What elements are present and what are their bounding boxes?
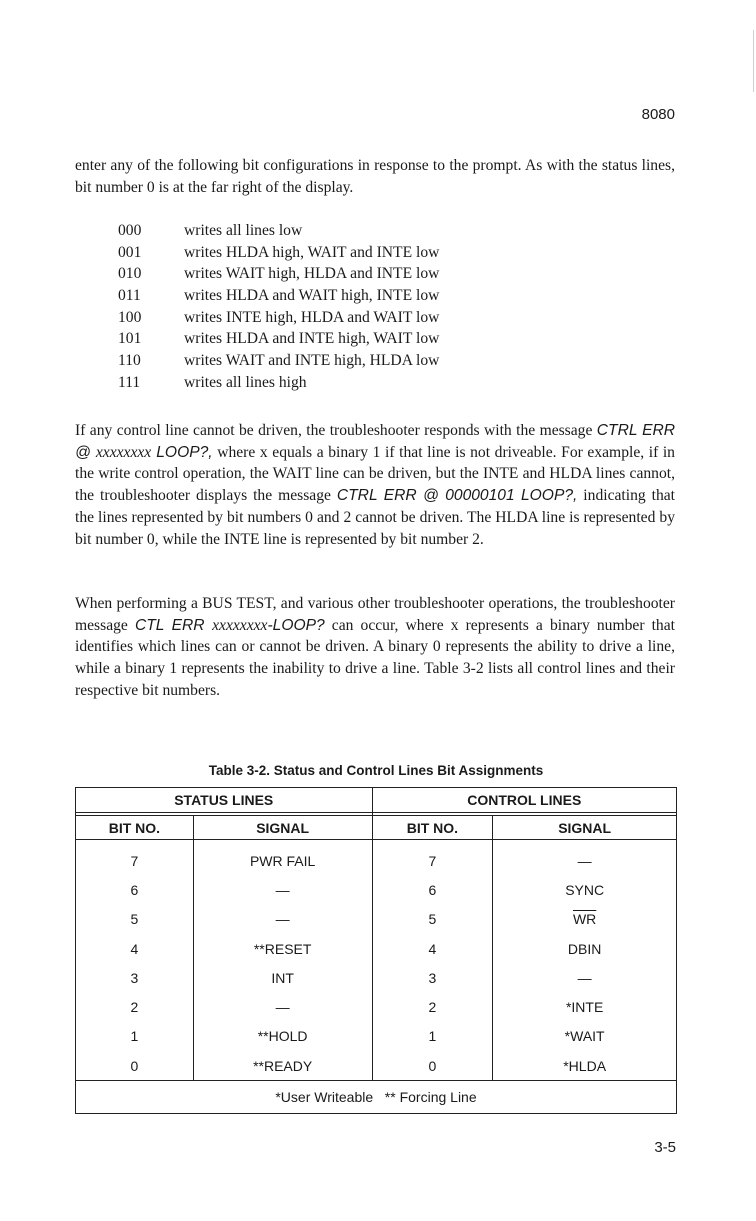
bit-assignments-table xyxy=(75,787,677,1114)
page-number: 3-5 xyxy=(654,1139,676,1156)
list-item xyxy=(118,350,439,372)
table-cell: *WAIT xyxy=(493,1022,677,1051)
table-cell: DBIN xyxy=(493,934,677,963)
bit-description: writes WAIT high, HLDA and INTE low xyxy=(184,265,440,283)
table-cell: 7 xyxy=(76,840,194,876)
paragraph-text: If any control line cannot be driven, the troubleshooter responds with the message xyxy=(75,422,597,439)
list-item xyxy=(118,220,439,242)
table-cell: SYNC xyxy=(493,875,677,904)
column-header: SIGNAL xyxy=(193,816,372,840)
page-edge-mark xyxy=(753,30,754,92)
table-cell: **READY xyxy=(193,1051,372,1081)
table-cell: — xyxy=(193,992,372,1021)
table-row xyxy=(76,840,677,876)
list-item xyxy=(118,372,439,394)
bit-code: 000 xyxy=(118,222,142,239)
list-item xyxy=(118,328,439,350)
bit-description: writes HLDA high, WAIT and INTE low xyxy=(184,243,440,261)
bit-description: writes all lines high xyxy=(184,373,307,391)
table-footnote-row xyxy=(76,1081,677,1114)
column-header: BIT NO. xyxy=(372,816,493,840)
intro-paragraph: enter any of the following bit configurations in response to the prompt. As with the status lines, bit number 0 is at the far right of the display. xyxy=(75,157,675,196)
table-cell: 0 xyxy=(372,1051,493,1081)
table-cell: PWR FAIL xyxy=(193,840,372,876)
table-cell: — xyxy=(493,840,677,876)
table-row xyxy=(76,934,677,963)
table-cell: 7 xyxy=(372,840,493,876)
table-cell: 1 xyxy=(76,1022,194,1051)
paragraph-text: When performing a BUS TEST, and various other troubleshooter operations, the troubleshooter message xyxy=(75,595,675,634)
paragraph-text: indicating that the lines represented by bit numbers 0 and 2 cannot be driven. The HLDA line is represented by bit number 0, while the INTE line is represented by bit number 2. xyxy=(75,487,676,548)
bit-description: writes INTE high, HLDA and WAIT low xyxy=(184,308,440,326)
table-cell: 4 xyxy=(372,934,493,963)
bit-code: 011 xyxy=(118,287,141,305)
table-cell: INT xyxy=(193,963,372,992)
table-footnote: *User Writeable ** Forcing Line xyxy=(76,1081,677,1114)
table-column-header-row xyxy=(76,816,677,840)
bit-code: 010 xyxy=(118,265,142,283)
table-cell: 5 xyxy=(76,905,194,934)
bit-code: 001 xyxy=(118,243,142,261)
bit-description: writes all lines low xyxy=(184,222,303,239)
table-cell: 6 xyxy=(76,875,194,904)
paragraph-text: where x equals a binary 1 if that line is not driveable. For example, if in the write control operation, the WAIT line can be driven, but the INTE and HLDA lines cannot, the troubleshooter displays the message xyxy=(75,443,675,505)
control-lines-header: CONTROL LINES xyxy=(372,788,677,813)
table-cell xyxy=(493,905,677,934)
table-row xyxy=(76,1022,677,1051)
table-cell: 3 xyxy=(372,963,493,992)
bus-test-paragraph xyxy=(75,593,675,702)
table-group-header-row xyxy=(76,788,677,813)
table-cell: 3 xyxy=(76,963,194,992)
error-message-placeholder: xxxxxxxx xyxy=(212,616,268,634)
table-cell: **HOLD xyxy=(193,1022,372,1051)
table-cell: 6 xyxy=(372,875,493,904)
error-message-placeholder: xxxxxxxx xyxy=(95,443,152,461)
table-cell: *HLDA xyxy=(493,1051,677,1081)
error-message: CTRL ERR @ xyxy=(75,422,675,461)
column-header: SIGNAL xyxy=(493,816,677,840)
bit-configuration-list xyxy=(118,220,439,394)
bit-description: writes HLDA and WAIT high, INTE low xyxy=(184,287,440,305)
bit-code: 110 xyxy=(118,352,141,370)
table-row xyxy=(76,963,677,992)
table-cell: — xyxy=(193,875,372,904)
table-caption: Table 3-2. Status and Control Lines Bit Assignments xyxy=(208,763,544,778)
table-cell: 0 xyxy=(76,1051,194,1081)
page-header: 8080 xyxy=(641,106,675,123)
column-header: BIT NO. xyxy=(76,816,194,840)
table-cell: — xyxy=(193,905,372,934)
table-row xyxy=(76,1051,677,1081)
error-message-tail: -LOOP? xyxy=(267,616,325,634)
control-error-paragraph xyxy=(75,420,675,550)
table-cell: 4 xyxy=(76,934,194,963)
status-lines-header: STATUS LINES xyxy=(76,788,373,813)
table-cell: 1 xyxy=(372,1022,493,1051)
example-error-message: CTRL ERR @ 00000101 LOOP?, xyxy=(336,487,578,505)
table-row xyxy=(76,905,677,934)
list-item xyxy=(118,242,439,264)
table-row xyxy=(76,875,677,904)
error-message: CTL ERR xyxy=(134,616,213,634)
paragraph-text: can occur, where x represents a binary number that identifies which lines can or cannot be driven. A binary 0 represents the ability to drive a line, while a binary 1 represents the inability to drive a line. Table 3-2 lists all control lines and their respective bit numbers. xyxy=(75,616,675,699)
list-item xyxy=(118,285,439,307)
table-cell: 5 xyxy=(372,905,493,934)
wr-signal-overlined: $\overline{WR}$ xyxy=(572,911,597,928)
table-cell: — xyxy=(493,963,677,992)
bit-description: writes HLDA and INTE high, WAIT low xyxy=(184,330,440,348)
table-row xyxy=(76,992,677,1021)
table-cell: *INTE xyxy=(493,992,677,1021)
error-message-tail: LOOP?, xyxy=(151,443,213,461)
bit-code: 101 xyxy=(118,330,142,348)
list-item xyxy=(118,307,439,329)
table-cell: 2 xyxy=(76,992,194,1021)
bit-code: 100 xyxy=(118,308,142,326)
list-item xyxy=(118,263,439,285)
table-cell: **RESET xyxy=(193,934,372,963)
bit-description: writes WAIT and INTE high, HLDA low xyxy=(184,352,440,370)
table-cell: 2 xyxy=(372,992,493,1021)
bit-code: 111 xyxy=(118,373,141,391)
